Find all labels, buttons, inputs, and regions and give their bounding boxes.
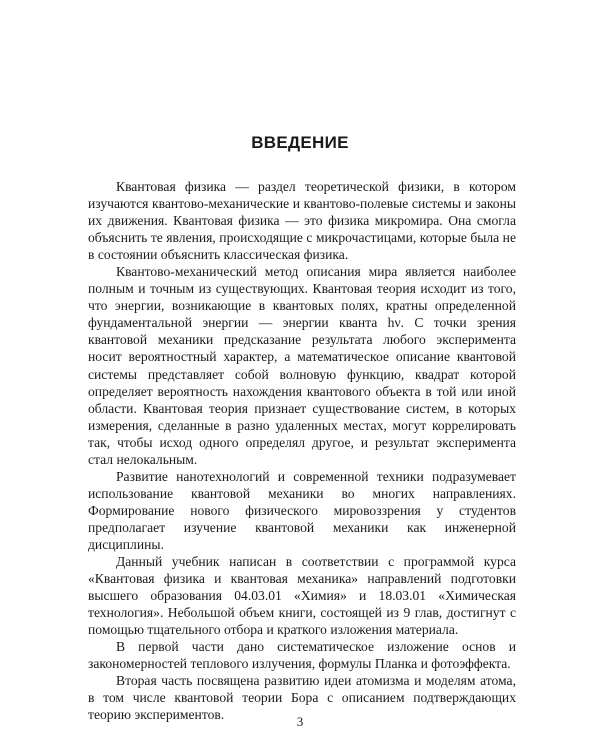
paragraph: Квантово-механический метод описания мира является наиболее полным и точным из существующих. Квантовая теория исходит из того, что энергии, возникающие в квантовых полях, кратны определенной фундаментальной энергии — энергии кванта hν. С точки зрения квантовой механики предсказание результата любого эксперимента носит вероятностный характер, а математическое описание квантовой системы представляет собой волновую функцию, квадрат которой определяет вероятность нахождения квантового объекта в той или иной области. Квантовая теория признает существование систем, в которых измерения, сделанные в разно удаленных местах, могут коррелировать так, чтобы исход одного определял другое, и результат эксперимента стал нелокальным. bbox=[88, 264, 516, 467]
body-text bbox=[88, 178, 516, 724]
chapter-title: ВВЕДЕНИЕ bbox=[251, 133, 349, 152]
paragraph: Вторая часть посвящена развитию идеи атомизма и моделям атома, в том числе квантовой теории Бора с описанием подтверждающих теорию экспериментов. bbox=[88, 673, 516, 723]
page-number: 3 bbox=[296, 714, 304, 729]
paragraph: Квантовая физика — раздел теоретической физики, в котором изучаются квантово-механические и квантово-полевые системы и законы их движения. Квантовая физика — это физика микромира. Она смогла объяснить те явления, происходящие с микрочастицами, которые была не в состоянии объяснить классическая физика. bbox=[88, 179, 516, 263]
paragraph: Развитие нанотехнологий и современной техники подразумевает использование квантовой механики во многих направлениях. Формирование нового физического мировоззрения у студентов предполагает изучение квантовой механики как инженерной дисциплины. bbox=[88, 468, 516, 552]
paragraph: Данный учебник написан в соответствии с программой курса «Квантовая физика и квантовая механика» направлений подготовки высшего образования 04.03.01 «Химия» и 18.03.01 «Химическая технология». Небольшой объем книги, состоящей из 9 глав, достигнут с помощью тщательного отбора и краткого изложения материала. bbox=[88, 554, 516, 638]
paragraph: В первой части дано систематическое изложение основ и закономерностей теплового излучения, формулы Планка и фотоэффекта. bbox=[88, 639, 516, 672]
